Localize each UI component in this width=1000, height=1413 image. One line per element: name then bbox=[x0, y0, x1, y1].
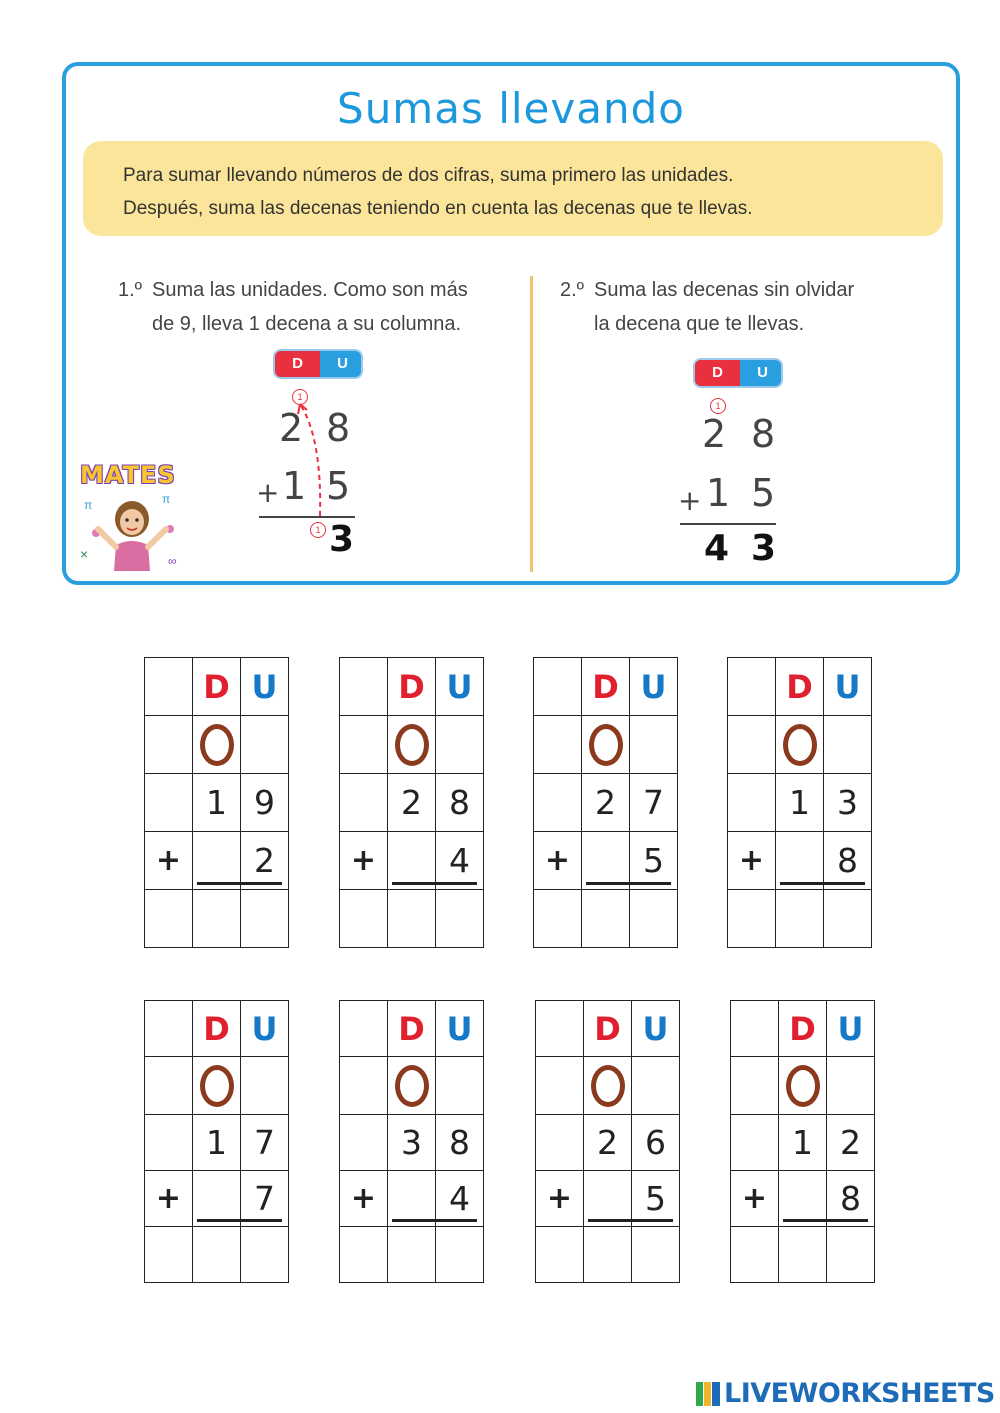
answer-tens-input[interactable] bbox=[584, 1227, 632, 1283]
blank-cell bbox=[340, 774, 388, 832]
example-1-plus: + bbox=[256, 476, 280, 509]
plus-sign: + bbox=[534, 832, 582, 890]
plus-sign: + bbox=[145, 832, 193, 890]
top-tens: 1 bbox=[193, 774, 241, 832]
plus-sign: + bbox=[728, 832, 776, 890]
header-u: U bbox=[241, 1001, 289, 1057]
sum-line bbox=[392, 1219, 437, 1222]
blank-cell bbox=[632, 1057, 680, 1115]
answer-units-input[interactable] bbox=[632, 1227, 680, 1283]
exercise-table bbox=[730, 1000, 875, 1283]
rule-line-1: Para sumar llevando números de dos cifras, suma primero las unidades. bbox=[123, 165, 734, 186]
bottom-units-value: 8 bbox=[837, 841, 858, 880]
step-1 bbox=[118, 273, 518, 341]
blank-cell bbox=[630, 716, 678, 774]
top-units: 6 bbox=[632, 1115, 680, 1171]
example-1-bottom-d: 1 bbox=[282, 464, 307, 508]
sum-line bbox=[392, 882, 437, 885]
example-2-bottom-d: 1 bbox=[706, 471, 731, 515]
exercise-table bbox=[535, 1000, 680, 1283]
du-header-2 bbox=[693, 358, 783, 388]
divider bbox=[530, 276, 533, 572]
blank-cell bbox=[731, 1115, 779, 1171]
carry-circle-icon[interactable] bbox=[200, 1065, 234, 1107]
exercise-grid bbox=[535, 1000, 680, 1283]
plus-sign: + bbox=[340, 832, 388, 890]
answer-tens-input[interactable] bbox=[388, 890, 436, 948]
step-2-line-1: Suma las decenas sin olvidar bbox=[594, 279, 855, 301]
header-u: U bbox=[241, 658, 289, 716]
top-units: 8 bbox=[436, 774, 484, 832]
bottom-units-value: 5 bbox=[643, 841, 664, 880]
sum-line bbox=[628, 882, 671, 885]
top-tens: 2 bbox=[582, 774, 630, 832]
footer-brand-text: LIVEWORKSHEETS bbox=[724, 1378, 995, 1409]
carry-cell[interactable] bbox=[193, 716, 241, 774]
blank-cell bbox=[145, 716, 193, 774]
answer-units-input[interactable] bbox=[827, 1227, 875, 1283]
step-1-number: 1.º bbox=[118, 279, 142, 301]
header-d: D bbox=[388, 1001, 436, 1057]
sum-line bbox=[822, 882, 865, 885]
example-2-plus: + bbox=[678, 484, 702, 517]
exercise-grid bbox=[144, 657, 289, 948]
du-u-label: U bbox=[337, 355, 348, 372]
header-d: D bbox=[193, 1001, 241, 1057]
carry-circle-icon[interactable] bbox=[591, 1065, 625, 1107]
top-tens: 2 bbox=[388, 774, 436, 832]
header-d: D bbox=[388, 658, 436, 716]
step-2-number: 2.º bbox=[560, 279, 584, 301]
example-2-top-u: 8 bbox=[751, 412, 776, 456]
top-tens: 2 bbox=[584, 1115, 632, 1171]
answer-units-input[interactable] bbox=[241, 1227, 289, 1283]
carry-cell[interactable] bbox=[193, 1057, 241, 1115]
teacher-avatar-icon bbox=[76, 489, 188, 571]
blank-cell bbox=[145, 1001, 193, 1057]
exercise-grid bbox=[339, 1000, 484, 1283]
blank-cell bbox=[340, 1115, 388, 1171]
answer-tens-input[interactable] bbox=[779, 1227, 827, 1283]
exercise-grid bbox=[730, 1000, 875, 1283]
header-d: D bbox=[776, 658, 824, 716]
top-units: 7 bbox=[241, 1115, 289, 1171]
answer-units-input[interactable] bbox=[630, 890, 678, 948]
blank-cell bbox=[731, 1001, 779, 1057]
carry-circle-icon[interactable] bbox=[786, 1065, 820, 1107]
bottom-units-value: 5 bbox=[645, 1179, 666, 1218]
top-units: 8 bbox=[436, 1115, 484, 1171]
carry-circle-icon[interactable] bbox=[783, 724, 817, 766]
top-tens: 1 bbox=[779, 1115, 827, 1171]
svg-text:×: × bbox=[80, 546, 89, 562]
sum-line bbox=[825, 1219, 868, 1222]
blank-cell bbox=[145, 1227, 193, 1283]
header-u: U bbox=[630, 658, 678, 716]
blank-cell bbox=[145, 1115, 193, 1171]
blank-cell bbox=[536, 1057, 584, 1115]
bottom-units bbox=[630, 832, 678, 890]
answer-units-input[interactable] bbox=[824, 890, 872, 948]
example-1-bottom-u: 5 bbox=[326, 464, 351, 508]
blank-cell bbox=[340, 890, 388, 948]
sum-line bbox=[239, 1219, 282, 1222]
header-u: U bbox=[827, 1001, 875, 1057]
svg-text:π: π bbox=[84, 498, 93, 512]
rule-box bbox=[83, 141, 943, 236]
step-1-line-1: Suma las unidades. Como son más bbox=[152, 279, 468, 301]
blank-cell bbox=[534, 890, 582, 948]
blank-cell bbox=[340, 1227, 388, 1283]
exercise-table bbox=[533, 657, 678, 948]
rule-line-2: Después, suma las decenas teniendo en cuenta las decenas que te llevas. bbox=[123, 198, 753, 219]
answer-units-input[interactable] bbox=[241, 890, 289, 948]
carry-circle-icon[interactable] bbox=[589, 724, 623, 766]
bottom-tens bbox=[388, 1171, 436, 1227]
mates-logo-text: MATES bbox=[80, 461, 176, 489]
example-1-top-d: 2 bbox=[279, 406, 304, 450]
blank-cell bbox=[536, 1001, 584, 1057]
top-tens: 1 bbox=[776, 774, 824, 832]
example-2-result-d: 4 bbox=[704, 528, 730, 569]
plus-sign: + bbox=[731, 1171, 779, 1227]
blank-cell bbox=[824, 716, 872, 774]
header-u: U bbox=[824, 658, 872, 716]
exercise-table bbox=[144, 657, 289, 948]
bottom-tens bbox=[776, 832, 824, 890]
header-u: U bbox=[436, 658, 484, 716]
blank-cell bbox=[731, 1227, 779, 1283]
sum-line bbox=[197, 882, 242, 885]
header-d: D bbox=[582, 658, 630, 716]
answer-tens-input[interactable] bbox=[582, 890, 630, 948]
blank-cell bbox=[534, 716, 582, 774]
blank-cell bbox=[728, 658, 776, 716]
blank-cell bbox=[827, 1057, 875, 1115]
carry-cell[interactable] bbox=[388, 1057, 436, 1115]
carry-cell[interactable] bbox=[388, 716, 436, 774]
exercise-grid bbox=[144, 1000, 289, 1283]
sum-line bbox=[586, 882, 631, 885]
explanation-box bbox=[62, 62, 960, 585]
example-2-bottom-u: 5 bbox=[751, 471, 776, 515]
step-2 bbox=[560, 273, 920, 341]
bottom-units-value: 4 bbox=[449, 1179, 470, 1218]
sum-line bbox=[780, 882, 825, 885]
carry-cell[interactable] bbox=[584, 1057, 632, 1115]
sum-line bbox=[630, 1219, 673, 1222]
bottom-units bbox=[824, 832, 872, 890]
bottom-tens bbox=[193, 832, 241, 890]
blank-cell bbox=[340, 1001, 388, 1057]
blank-cell bbox=[340, 658, 388, 716]
bottom-tens bbox=[388, 832, 436, 890]
du-u-label: U bbox=[757, 364, 768, 381]
blank-cell bbox=[436, 716, 484, 774]
blank-cell bbox=[145, 774, 193, 832]
carry-circle-icon[interactable] bbox=[395, 724, 429, 766]
carry-cell[interactable] bbox=[776, 716, 824, 774]
carry-cell[interactable] bbox=[582, 716, 630, 774]
top-units: 2 bbox=[827, 1115, 875, 1171]
du-d-label: D bbox=[275, 351, 320, 377]
bottom-tens bbox=[779, 1171, 827, 1227]
step-1-line-2: de 9, lleva 1 decena a su columna. bbox=[152, 313, 462, 335]
blank-cell bbox=[728, 890, 776, 948]
sum-line bbox=[197, 1219, 242, 1222]
step-2-line-2: la decena que te llevas. bbox=[594, 313, 805, 335]
carry-circle-icon[interactable] bbox=[200, 724, 234, 766]
blank-cell bbox=[145, 1057, 193, 1115]
answer-tens-input[interactable] bbox=[193, 890, 241, 948]
svg-text:π: π bbox=[162, 492, 171, 506]
svg-text:∞: ∞ bbox=[168, 554, 177, 568]
sum-line bbox=[588, 1219, 633, 1222]
example-1-sum-line bbox=[259, 516, 355, 518]
bottom-tens bbox=[584, 1171, 632, 1227]
carry-circle-icon[interactable] bbox=[395, 1065, 429, 1107]
exercise-table bbox=[339, 1000, 484, 1283]
bottom-units bbox=[241, 1171, 289, 1227]
sum-line bbox=[434, 882, 477, 885]
carry-mark: 1 bbox=[292, 389, 308, 405]
answer-tens-input[interactable] bbox=[776, 890, 824, 948]
blank-cell bbox=[340, 716, 388, 774]
plus-sign: + bbox=[536, 1171, 584, 1227]
top-tens: 1 bbox=[193, 1115, 241, 1171]
blank-cell bbox=[241, 1057, 289, 1115]
bottom-units bbox=[241, 832, 289, 890]
blank-cell bbox=[536, 1227, 584, 1283]
header-u: U bbox=[632, 1001, 680, 1057]
bottom-units-value: 8 bbox=[840, 1179, 861, 1218]
header-d: D bbox=[779, 1001, 827, 1057]
top-tens: 3 bbox=[388, 1115, 436, 1171]
blank-cell bbox=[340, 1057, 388, 1115]
blank-cell bbox=[436, 1057, 484, 1115]
blank-cell bbox=[534, 658, 582, 716]
top-units: 7 bbox=[630, 774, 678, 832]
liveworksheets-mark-icon bbox=[696, 1382, 720, 1406]
example-2-sum-line bbox=[680, 523, 776, 525]
exercise-table bbox=[339, 657, 484, 948]
header-u: U bbox=[436, 1001, 484, 1057]
example-1-top-u: 8 bbox=[326, 406, 351, 450]
page-title: Sumas llevando bbox=[337, 84, 685, 133]
bottom-units bbox=[436, 1171, 484, 1227]
exercise-grid bbox=[533, 657, 678, 948]
blank-cell bbox=[728, 716, 776, 774]
answer-units-input[interactable] bbox=[436, 890, 484, 948]
bottom-units-value: 2 bbox=[254, 841, 275, 880]
sum-line bbox=[434, 1219, 477, 1222]
bottom-units bbox=[632, 1171, 680, 1227]
bottom-units-value: 4 bbox=[449, 841, 470, 880]
blank-cell bbox=[534, 774, 582, 832]
bottom-tens bbox=[582, 832, 630, 890]
example-2-top-d: 2 bbox=[702, 412, 727, 456]
blank-cell bbox=[145, 890, 193, 948]
bottom-units bbox=[436, 832, 484, 890]
answer-tens-input[interactable] bbox=[388, 1227, 436, 1283]
blank-cell bbox=[731, 1057, 779, 1115]
exercise-grid bbox=[727, 657, 872, 948]
example-2-result-u: 3 bbox=[751, 528, 777, 569]
bottom-units-value: 7 bbox=[254, 1179, 275, 1218]
example-1-result-u: 3 bbox=[329, 519, 355, 560]
carry-mark: 1 bbox=[710, 398, 726, 414]
carry-cell[interactable] bbox=[779, 1057, 827, 1115]
blank-cell bbox=[145, 658, 193, 716]
blank-cell bbox=[728, 774, 776, 832]
plus-sign: + bbox=[145, 1171, 193, 1227]
mates-logo bbox=[76, 461, 188, 576]
top-units: 9 bbox=[241, 774, 289, 832]
exercise-table bbox=[727, 657, 872, 948]
header-d: D bbox=[584, 1001, 632, 1057]
sum-line bbox=[239, 882, 282, 885]
plus-sign: + bbox=[340, 1171, 388, 1227]
answer-tens-input[interactable] bbox=[193, 1227, 241, 1283]
top-units: 3 bbox=[824, 774, 872, 832]
sum-line bbox=[783, 1219, 828, 1222]
du-d-label: D bbox=[695, 360, 740, 386]
bottom-units bbox=[827, 1171, 875, 1227]
blank-cell bbox=[241, 716, 289, 774]
carry-mark: 1 bbox=[310, 522, 326, 538]
blank-cell bbox=[536, 1115, 584, 1171]
exercise-table bbox=[144, 1000, 289, 1283]
bottom-tens bbox=[193, 1171, 241, 1227]
exercise-grid bbox=[339, 657, 484, 948]
du-header-1 bbox=[273, 349, 363, 379]
answer-units-input[interactable] bbox=[436, 1227, 484, 1283]
header-d: D bbox=[193, 658, 241, 716]
